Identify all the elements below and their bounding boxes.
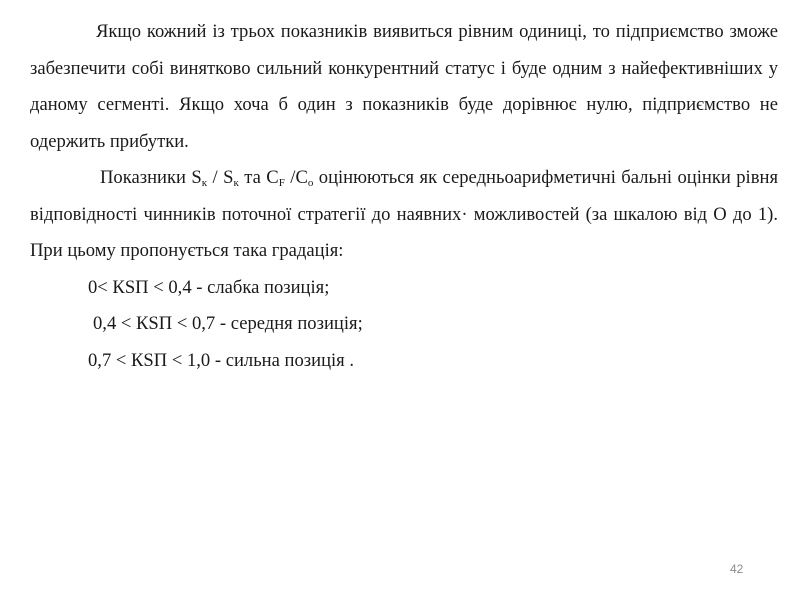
indicator-s1: S bbox=[191, 167, 202, 188]
indicator-c1: C bbox=[266, 167, 279, 188]
gradation-medium: 0,4 < КSП < 0,7 - середня позиція; bbox=[93, 313, 363, 334]
gradation-weak: 0< КSП < 0,4 - слабка позиція; bbox=[88, 276, 330, 298]
indicators-prefix: Показники bbox=[100, 167, 192, 188]
paragraph-profit-explanation: Якщо кожний із трьох показників виявиться рівним одиниці, то підприємство зможе забезпечити собі винятково сильний конкурентний статус і буде одним з найефективніших у даному сегменті. Якщо хоча б один з показників буде дорівнює нулю, підприємство не одержить прибутки. bbox=[30, 21, 778, 152]
indicator-c2: C bbox=[295, 167, 308, 188]
slide-text-block bbox=[30, 14, 778, 379]
slide-page-number: 42 bbox=[730, 562, 744, 576]
indicators-and: та bbox=[238, 167, 267, 188]
indicator-slash-2: / bbox=[284, 167, 296, 188]
indicator-c1-subscript: F bbox=[278, 177, 285, 189]
indicators-description: оцінюються як середньоарифметичні бальні оцінки рівня відповідності чинників поточної стратегії до наявних· можливостей (за шкалою від О до 1). При цьому пропонується така градація: bbox=[30, 167, 778, 261]
indicator-s2-subscript: к bbox=[233, 177, 239, 189]
indicator-slash-1: / bbox=[207, 167, 224, 188]
indicator-s1-subscript: к bbox=[201, 177, 208, 189]
indicator-c2-subscript: o bbox=[307, 177, 314, 189]
indicator-s2: S bbox=[223, 167, 234, 188]
paragraph-indicators bbox=[30, 160, 778, 270]
gradation-strong: 0,7 < КSП < 1,0 - сильна позиція . bbox=[88, 349, 355, 371]
